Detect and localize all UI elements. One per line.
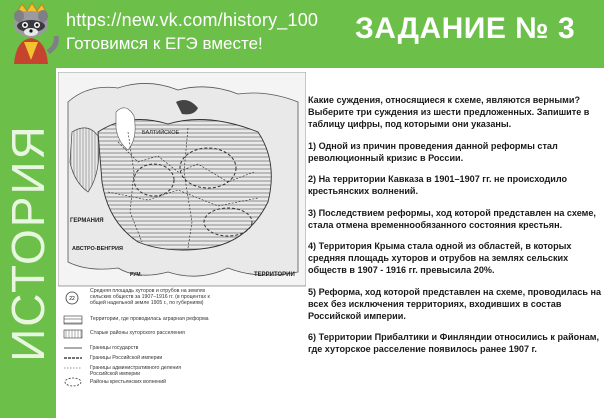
header-subtitle: Готовимся к ЕГЭ вместе! — [66, 34, 263, 53]
raccoon-mascot-icon — [2, 2, 60, 66]
answer-option-3: 3) Последствием реформы, ход которой представлен на схеме, стала отмена временнообязанного состояния крестьян. — [308, 207, 596, 230]
map-label-territory: ТЕРРИТОРИИ — [254, 272, 295, 278]
map-label-austria: АВСТРО-ВЕНГРИЯ — [72, 246, 123, 252]
question-intro: Какие суждения, относящиеся к схеме, являются верными? Выберите три суждения из шести предложенных. Запишите в таблицу цифры, под которыми они указаны. — [308, 95, 590, 129]
map-label-sea: БАЛТИЙСКОЕ — [142, 130, 180, 136]
legend-item: Границы государств — [90, 345, 139, 351]
subject-label: ИСТОРИЯ — [2, 124, 54, 362]
answer-option-6: 6) Территории Прибалтики и Финляндии относились к районам, где хуторское расселение появилось ранее 1907 г. — [308, 332, 600, 354]
legend-item: Территории, где проводилась аграрная реформа — [90, 316, 209, 322]
answer-option-5: 5) Реформа, ход которой представлен на схеме, проводилась на всех без исключения территориях, входивших в состав Российской империи. — [308, 286, 602, 321]
legend-number: 22 — [69, 296, 75, 302]
content-panel — [56, 68, 604, 418]
answer-option-4: 4) Территория Крыма стала одной из областей, в которых средняя площадь хуторов и отрубов на землях сельских обществ в 1907 - 1916 гг. превысила 20%. — [308, 241, 572, 275]
legend-labels — [90, 286, 210, 418]
legend-item: Средняя площадь хуторов и отрубов на землях сельских обществ за 1907–1916 гг. (в процентах к общей надельной земле 1905 г., по губерниям) — [90, 288, 210, 306]
answer-option-1: 1) Одной из причин проведения данной реформы стал революционный кризис в России. — [308, 140, 558, 163]
legend-item: Старые районы хуторского расселения — [90, 330, 185, 336]
header — [0, 0, 604, 68]
legend-item: Районы крестьянских волнений — [90, 379, 167, 385]
map-label-romania: РУМ. — [130, 272, 142, 278]
legend-item: Границы Российской империи — [90, 355, 163, 361]
vk-url[interactable]: https://new.vk.com/history_100 — [66, 10, 319, 30]
task-title: ЗАДАНИЕ № 3 — [355, 12, 576, 45]
map-label-germany: ГЕРМАНИЯ — [70, 218, 104, 224]
answer-option-2: 2) На территории Кавказа в 1901–1907 гг. не происходило крестьянских волнений. — [308, 174, 568, 196]
question-text — [308, 94, 604, 365]
legend-item: Границы административного деления Российской империи — [90, 365, 182, 377]
historical-map — [58, 72, 306, 322]
side-bar — [0, 68, 56, 418]
